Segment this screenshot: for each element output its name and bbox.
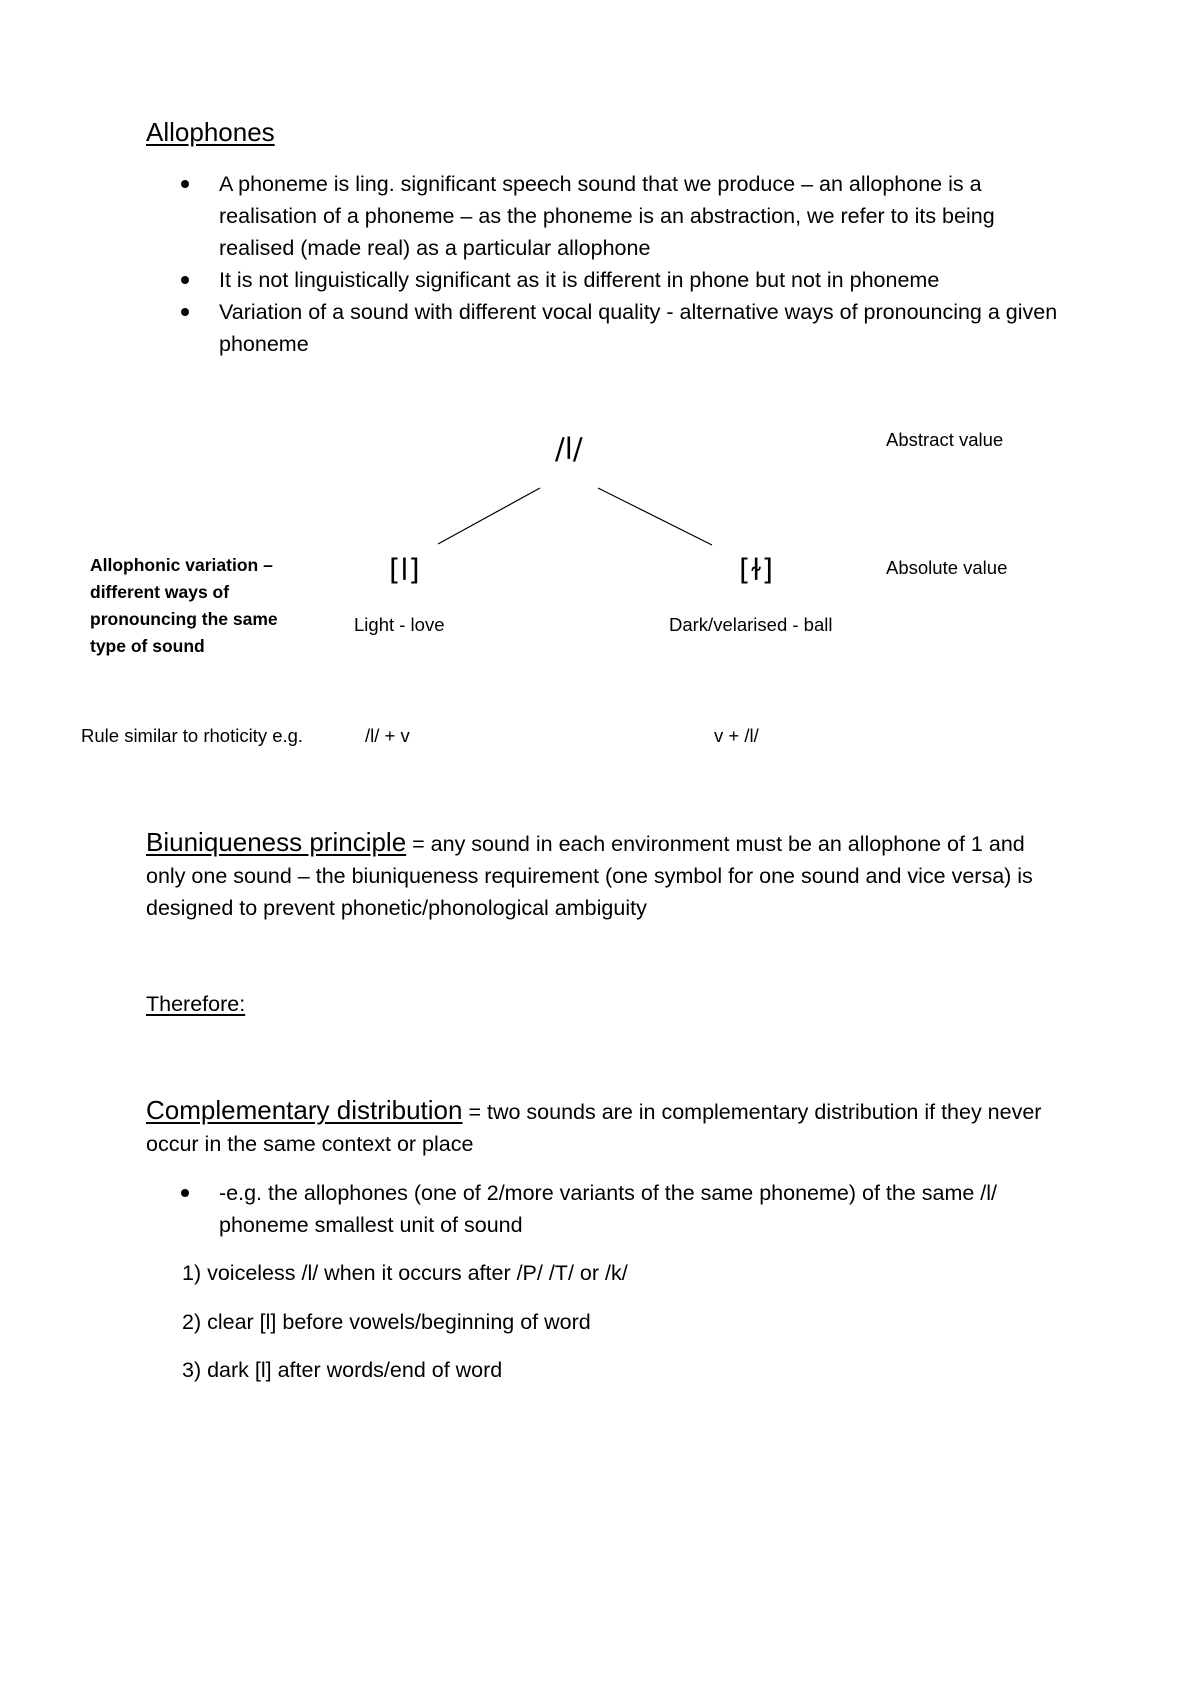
bullet-item: It is not linguistically significant as it is different in phone but not in phoneme bbox=[146, 264, 1066, 296]
dark-l-caption: Dark/velarised - ball bbox=[669, 614, 833, 635]
light-l-caption: Light - love bbox=[354, 614, 445, 635]
dark-l-symbol: [ɫ] bbox=[739, 553, 774, 587]
numbered-item-3: 3) dark [l] after words/end of word bbox=[182, 1358, 503, 1382]
complementary-paragraph bbox=[146, 1094, 1066, 1160]
biuniqueness-definition: = any sound in each environment must be an allophone of 1 and only one sound – the biuniqueness requirement (one symbol for one sound and vice versa) is designed to prevent phonetic/phonological ambiguity bbox=[146, 832, 1033, 920]
section-heading-allophones: Allophones bbox=[146, 117, 275, 147]
diagram-root-phoneme: /l/ bbox=[555, 432, 583, 466]
light-l-symbol: [l] bbox=[389, 553, 420, 587]
complementary-bullet-list bbox=[146, 1177, 1066, 1241]
bullet-item: -e.g. the allophones (one of 2/more variants of the same phoneme) of the same /l/ phoneme smallest unit of sound bbox=[146, 1177, 1066, 1241]
rule-right-example: v + /l/ bbox=[714, 725, 759, 746]
left-branch-line bbox=[438, 488, 540, 544]
numbered-item-1: 1) voiceless /l/ when it occurs after /P/ /T/ or /k/ bbox=[182, 1261, 628, 1285]
numbered-item-2: 2) clear [l] before vowels/beginning of word bbox=[182, 1310, 591, 1334]
complementary-term: Complementary distribution bbox=[146, 1095, 463, 1125]
bullet-item: Variation of a sound with different vocal quality - alternative ways of pronouncing a given phoneme bbox=[146, 296, 1066, 360]
abstract-value-label: Abstract value bbox=[886, 429, 1004, 450]
bullet-dot-icon bbox=[181, 1189, 189, 1197]
absolute-value-label: Absolute value bbox=[886, 557, 1008, 578]
right-branch-line bbox=[598, 488, 712, 545]
biuniqueness-paragraph bbox=[146, 826, 1066, 924]
rule-left-example: /l/ + v bbox=[365, 725, 410, 746]
complementary-definition: = two sounds are in complementary distribution if they never occur in the same context or place bbox=[146, 1100, 1042, 1156]
allophonic-variation-note: Allophonic variation – different ways of pronouncing the same type of sound bbox=[90, 555, 278, 656]
rule-label: Rule similar to rhoticity e.g. bbox=[81, 725, 304, 746]
biuniqueness-term: Biuniqueness principle bbox=[146, 827, 407, 857]
bullet-item: A phoneme is ling. significant speech sound that we produce – an allophone is a realisation of a phoneme – as the phoneme is an abstraction, we refer to its being realised (made real) as a particular allophone bbox=[146, 168, 1066, 264]
therefore-heading: Therefore: bbox=[146, 992, 246, 1016]
